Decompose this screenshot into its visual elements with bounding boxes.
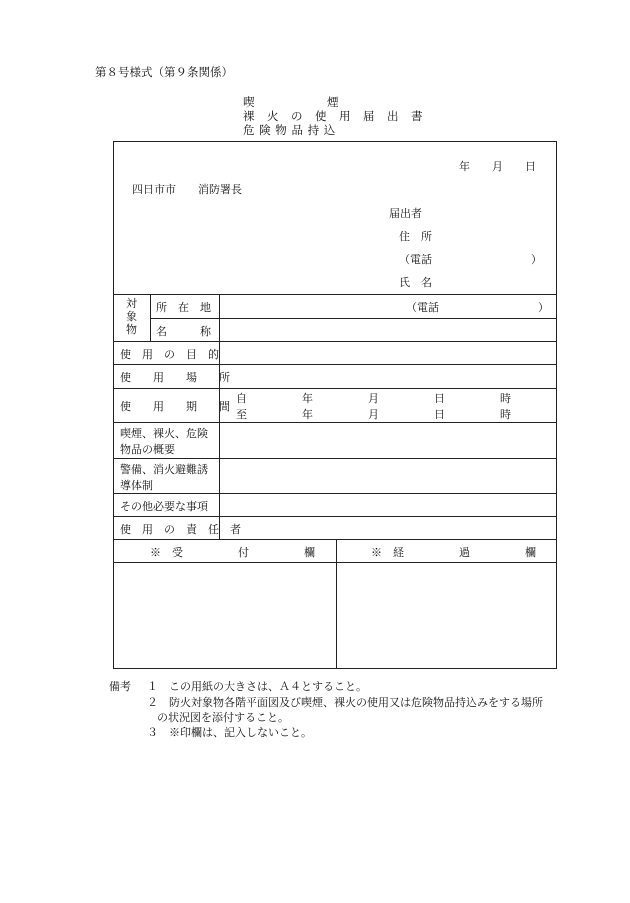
overview-label-1: 喫煙、裸火、危険 (120, 427, 208, 440)
form-table (113, 141, 557, 669)
title-line-open-flame: 裸 火 の 使 用 届 出 書 (243, 109, 423, 123)
manager-label: 使 用 の 責 任 者 (120, 523, 241, 536)
security-label-2: 導体制 (120, 479, 153, 492)
note-2a: ２ 防火対象物各階平面図及び喫煙、裸火の使用又は危険物品持込みをする場所 (147, 696, 543, 709)
overview-label-2: 物品の概要 (120, 443, 175, 456)
notes-label: 備考 (109, 680, 131, 693)
phone-label: （電話 ） (399, 253, 542, 266)
title-line-smoking: 喫 煙 (243, 95, 339, 109)
reception-column-header: ※ 受 付 欄 (150, 546, 315, 559)
other-matters-label: その他必要な事項 (120, 500, 208, 513)
note-2b: の状況図を添付すること。 (157, 711, 289, 724)
period-from: 自 年 月 日 時 (236, 392, 511, 405)
address-label: 住 所 (399, 230, 432, 243)
addressee: 四日市市 消防署長 (132, 183, 242, 196)
note-3: ３ ※印欄は、記入しないこと。 (147, 726, 312, 739)
period-to: 至 年 月 日 時 (236, 408, 511, 421)
purpose-label: 使 用 の 目 的 (120, 348, 219, 361)
title-line-hazardous: 危 険 物 品 持 込 (243, 123, 336, 137)
target-object-label: 対象物 (126, 297, 137, 336)
place-label: 使 用 場 所 (120, 371, 230, 384)
form-number: 第８号様式（第９条関係） (95, 65, 233, 79)
location-label: 所 在 地 (156, 301, 211, 314)
location-phone-label: （電話 ） (406, 301, 549, 314)
name-row-label: 名 称 (156, 325, 211, 338)
note-1: １ この用紙の大きさは、Ａ４とすること。 (147, 680, 367, 693)
applicant-label: 届出者 (389, 207, 422, 220)
progress-column-header: ※ 経 過 欄 (371, 546, 536, 559)
name-label: 氏 名 (399, 276, 432, 289)
date-field: 年 月 日 (459, 160, 536, 173)
period-label: 使 用 期 間 (120, 400, 230, 413)
security-label-1: 警備、消火避難誘 (120, 463, 208, 476)
